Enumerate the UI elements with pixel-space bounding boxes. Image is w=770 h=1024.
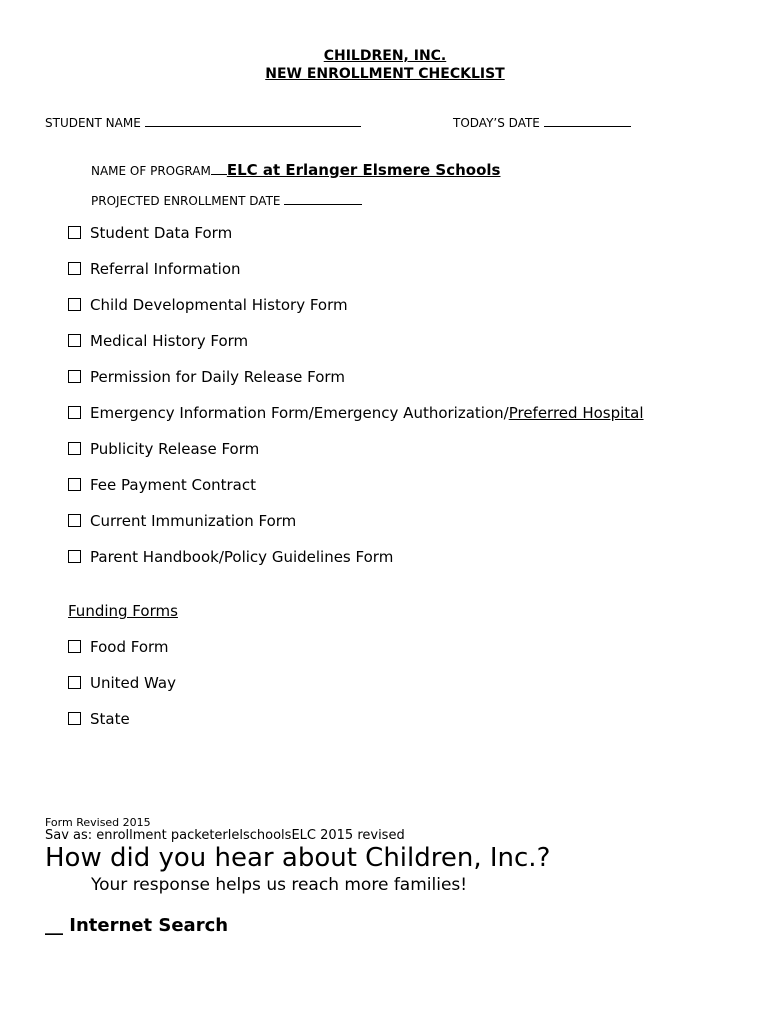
checklist-item[interactable] <box>68 260 241 278</box>
survey-question: How did you hear about Children, Inc.? <box>45 843 551 873</box>
checklist-item[interactable] <box>68 440 259 458</box>
todays-date-field[interactable] <box>453 116 631 130</box>
checklist-item[interactable] <box>68 224 232 242</box>
todays-date-line <box>544 126 631 127</box>
checkbox[interactable] <box>68 262 81 275</box>
checkbox[interactable] <box>68 298 81 311</box>
checkbox[interactable] <box>68 370 81 383</box>
program-label: NAME OF PROGRAM <box>91 164 211 178</box>
funding-label: State <box>90 710 130 728</box>
program-line <box>211 174 227 175</box>
survey-option-internet[interactable] <box>45 915 228 936</box>
checklist-item[interactable] <box>68 512 296 530</box>
student-name-field[interactable] <box>45 116 361 130</box>
option-blank[interactable]: __ <box>45 915 63 936</box>
checklist-label: Parent Handbook/Policy Guidelines Form <box>90 548 394 566</box>
program-value: ELC at Erlanger Elsmere Schools <box>226 161 501 179</box>
preferred-hospital-text: Preferred Hospital <box>508 404 644 422</box>
checklist-item[interactable] <box>68 332 248 350</box>
program-field[interactable] <box>91 161 500 179</box>
checkbox[interactable] <box>68 406 81 419</box>
checkbox[interactable] <box>68 676 81 689</box>
revised-note: Form Revised 2015 <box>45 816 151 829</box>
checklist-label: Student Data Form <box>90 224 233 242</box>
checkbox[interactable] <box>68 478 81 491</box>
todays-date-label: TODAY’S DATE <box>453 116 540 130</box>
funding-item[interactable] <box>68 710 130 728</box>
projected-date-label: PROJECTED ENROLLMENT DATE <box>91 194 281 208</box>
checkbox[interactable] <box>68 226 81 239</box>
funding-label: Food Form <box>90 638 169 656</box>
checkbox[interactable] <box>68 640 81 653</box>
org-title: CHILDREN, INC. <box>323 48 447 64</box>
funding-label: United Way <box>90 674 176 692</box>
checklist-label: Current Immunization Form <box>90 512 297 530</box>
funding-heading: Funding Forms <box>68 602 178 620</box>
checklist-item[interactable] <box>68 476 256 494</box>
projected-date-field[interactable] <box>91 194 362 208</box>
checklist-label: Fee Payment Contract <box>90 476 256 494</box>
checklist-label: Emergency Information Form/Emergency Authorization/ <box>90 404 509 422</box>
checkbox[interactable] <box>68 514 81 527</box>
checklist-label: Permission for Daily Release Form <box>90 368 345 386</box>
funding-item[interactable] <box>68 638 169 656</box>
checklist-item[interactable] <box>68 548 393 566</box>
checklist-item[interactable] <box>68 368 345 386</box>
checkbox[interactable] <box>68 334 81 347</box>
checkbox[interactable] <box>68 442 81 455</box>
save-as-note: Sav as: enrollment packeterlelschoolsELC 2015 revised <box>45 828 405 843</box>
student-name-line <box>145 126 361 127</box>
checkbox[interactable] <box>68 712 81 725</box>
option-label: Internet Search <box>69 915 229 936</box>
student-name-label: STUDENT NAME <box>45 116 141 130</box>
survey-subtext: Your response helps us reach more families! <box>91 875 468 895</box>
checklist-label: Child Developmental History Form <box>90 296 348 314</box>
checkbox[interactable] <box>68 550 81 563</box>
projected-date-line <box>284 204 362 205</box>
checklist-label: Medical History Form <box>90 332 249 350</box>
checklist-item[interactable] <box>68 404 644 422</box>
checklist-label: Referral Information <box>90 260 241 278</box>
funding-item[interactable] <box>68 674 176 692</box>
checklist-label: Publicity Release Form <box>90 440 260 458</box>
page-title: NEW ENROLLMENT CHECKLIST <box>265 66 505 82</box>
checklist-item[interactable] <box>68 296 348 314</box>
